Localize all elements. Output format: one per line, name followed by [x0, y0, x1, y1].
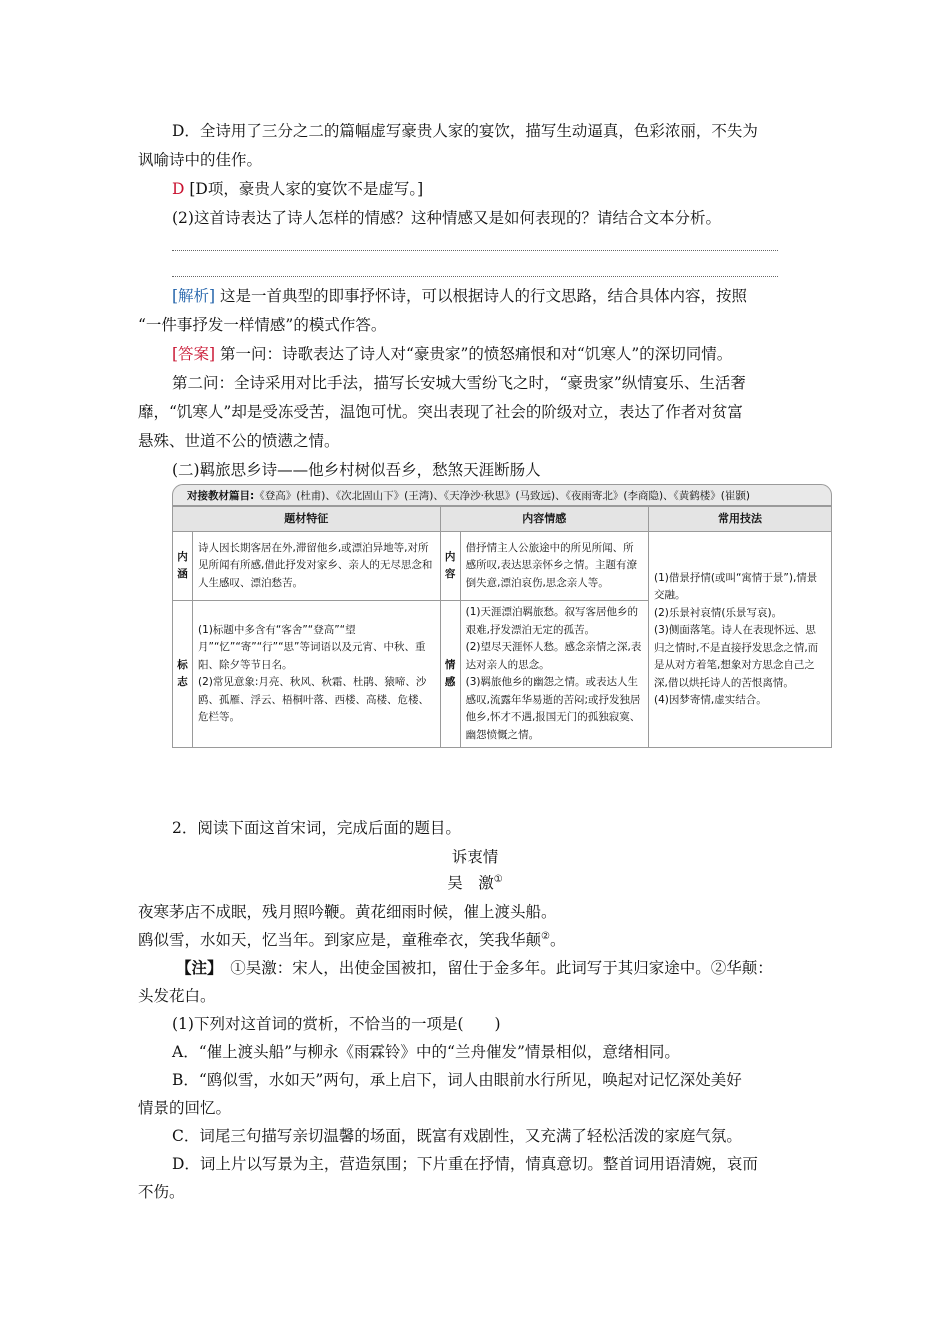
row-label: 标志: [173, 601, 193, 748]
header-cell: 常用技法: [649, 507, 832, 532]
table-header-row: [173, 507, 832, 532]
analysis-line1: [172, 283, 832, 309]
answer-blank-line: [172, 276, 778, 277]
option-b-line1: B．“鸥似雪，水如天”两句，承上启下，词人由眼前水行所见，唤起对记忆深处美好: [172, 1071, 742, 1089]
poem-author: 吴 激: [447, 874, 494, 892]
q2-intro: 2．阅读下面这首宋词，完成后面的题目。: [172, 819, 461, 837]
answer-line2: 第二问：全诗采用对比手法，描写长安城大雪纷飞之时，“豪贵家”纵情宴乐、生活奢: [172, 374, 746, 392]
answer-tag: [答案]: [172, 345, 216, 363]
answer-line1: [172, 341, 832, 367]
answer-blank-line: [172, 250, 778, 251]
option-a: A．“催上渡头船”与柳永《雨霖铃》中的“兰舟催发”情景相似，意绪相同。: [172, 1043, 680, 1061]
technique-item: (2)乐景衬哀情(乐景写哀)。: [654, 606, 783, 619]
note-tag: 【注】: [176, 958, 215, 977]
poem-line2-text: 鸥似雪，水如天，忆当年。到家应是，童稚牵衣，笑我华颠: [138, 931, 542, 949]
cell-item: (2)望尽天涯怀人愁。感念亲情之深,表达对亲人的思念。: [465, 641, 642, 671]
row-label: 情感: [440, 601, 460, 748]
table-cell: 借抒情主人公旅途中的所见所闻、所感所叹,表达思亲怀乡之情。主题有潦倒失意,漂泊哀伤,思念亲人等。: [460, 532, 648, 601]
table-cell: [193, 601, 441, 748]
section-heading: (二)羁旅思乡诗——他乡村树似吾乡，愁煞天涯断肠人: [172, 461, 541, 479]
note-line1: [176, 955, 836, 981]
header-cell: 内容情感: [440, 507, 648, 532]
note-text: ①吴激：宋人，出使金国被扣，留仕于金多年。此词写于其归家途中。②华颠：: [230, 959, 773, 977]
option-d-line1: D．词上片以写景为主，营造氛围；下片重在抒情，情真意切。整首词用语清婉，哀而: [172, 1155, 758, 1173]
option-d-line2: 不伤。: [138, 1183, 185, 1201]
table-grid: [172, 506, 832, 748]
row-label: 内涵: [173, 532, 193, 601]
cell-item: (2)常见意象:月亮、秋风、秋霜、杜鹃、猿啼、沙鸥、孤雁、浮云、梧桐叶落、西楼、高楼、危楼、危栏等。: [198, 676, 429, 723]
option-d-line2: 讽喻诗中的佳作。: [138, 151, 263, 169]
cell-item: (3)羁旅他乡的幽怨之情。或表达人生感叹,流露年华易逝的苦闷;或抒发独居他乡,怀才不遇,报国无门的孤独寂寞、幽怨愤慨之情。: [465, 676, 641, 741]
analysis-line2: “一件事抒发一样情感”的模式作答。: [138, 316, 387, 334]
header-cell: 题材特征: [173, 507, 441, 532]
note-line2: 头发花白。: [138, 987, 216, 1005]
poem-line1: 夜寒茅店不成眠，残月照吟鞭。黄花细雨时候，催上渡头船。: [138, 903, 557, 921]
analysis-tag: [解析]: [172, 287, 216, 305]
poem-author-line: [0, 870, 950, 896]
answer-line3: 靡，“饥寒人”却是受冻受苦，温饱可忧。突出表现了社会的阶级对立，表达了作者对贫富: [138, 403, 743, 421]
question-2: (2)这首诗表达了诗人怎样的情感？这种情感又是如何表现的？请结合文本分析。: [172, 209, 721, 227]
answer-line: [172, 176, 832, 202]
table-row: [173, 532, 832, 601]
option-c: C．词尾三句描写亲切温馨的场面，既富有戏剧性，又充满了轻松活泼的家庭气氛。: [172, 1127, 742, 1145]
banner-label: 对接教材篇目:: [187, 490, 255, 502]
table-cell: [460, 601, 648, 748]
table-cell-techniques: [649, 532, 832, 748]
technique-item: (3)侧面落笔。诗人在表现怀远、思归之情时,不是直接抒发思念之情,而是从对方着笔,想象对方思念自己之深,借以烘托诗人的苦恨离情。: [654, 624, 819, 689]
poem-note-mark: ②: [541, 930, 550, 942]
cell-item: (1)标题中多含有“客舍”“登高”“望月”“忆”“寄”“行”“思”等词语以及元宵、中秋、重阳、除夕等节日名。: [198, 623, 426, 671]
technique-item: (4)因梦寄情,虚实结合。: [654, 694, 767, 706]
row-label: 内容: [440, 532, 460, 601]
banner-text: 《登高》(杜甫)、《次北固山下》(王湾)、《天净沙·秋思》(马致远)、《夜雨寄北》(李商隐)、《黄鹤楼》(崔颢): [254, 490, 751, 502]
cell-item: (1)天涯漂泊羁旅愁。叙写客居他乡的艰难,抒发漂泊无定的孤苦。: [465, 606, 638, 636]
table-cell: 诗人因长期客居在外,滞留他乡,或漂泊异地等,对所见所闻有所感,借此抒发对家乡、亲人的无尽思念和人生感叹、漂泊愁苦。: [193, 532, 441, 601]
answer-text: 第一问：诗歌表达了诗人对“豪贵家”的愤怒痛恨和对“饥寒人”的深切同情。: [220, 345, 733, 363]
option-d-line1: D．全诗用了三分之二的篇幅虚写豪贵人家的宴饮，描写生动逼真，色彩浓丽，不失为: [172, 122, 758, 140]
option-b-line2: 情景的回忆。: [138, 1099, 232, 1117]
sub-question-1: (1)下列对这首词的赏析，不恰当的一项是( ): [172, 1015, 501, 1033]
poem-title: 诉衷情: [451, 848, 499, 866]
analysis-text: 这是一首典型的即事抒怀诗，可以根据诗人的行文思路，结合具体内容，按照: [220, 287, 748, 305]
answer-note: [D项，豪贵人家的宴饮不是虚写。]: [189, 180, 424, 198]
summary-table: [172, 484, 834, 758]
technique-item: (1)借景抒情(或叫“寓情于景”),情景交融。: [654, 571, 818, 601]
answer-line4: 悬殊、世道不公的愤懑之情。: [138, 432, 340, 450]
table-banner: [172, 484, 832, 506]
answer-letter: D: [172, 180, 185, 198]
author-note-mark: ①: [493, 873, 503, 885]
poem-line2-end: 。: [549, 931, 566, 949]
poem-line2: [138, 927, 838, 953]
